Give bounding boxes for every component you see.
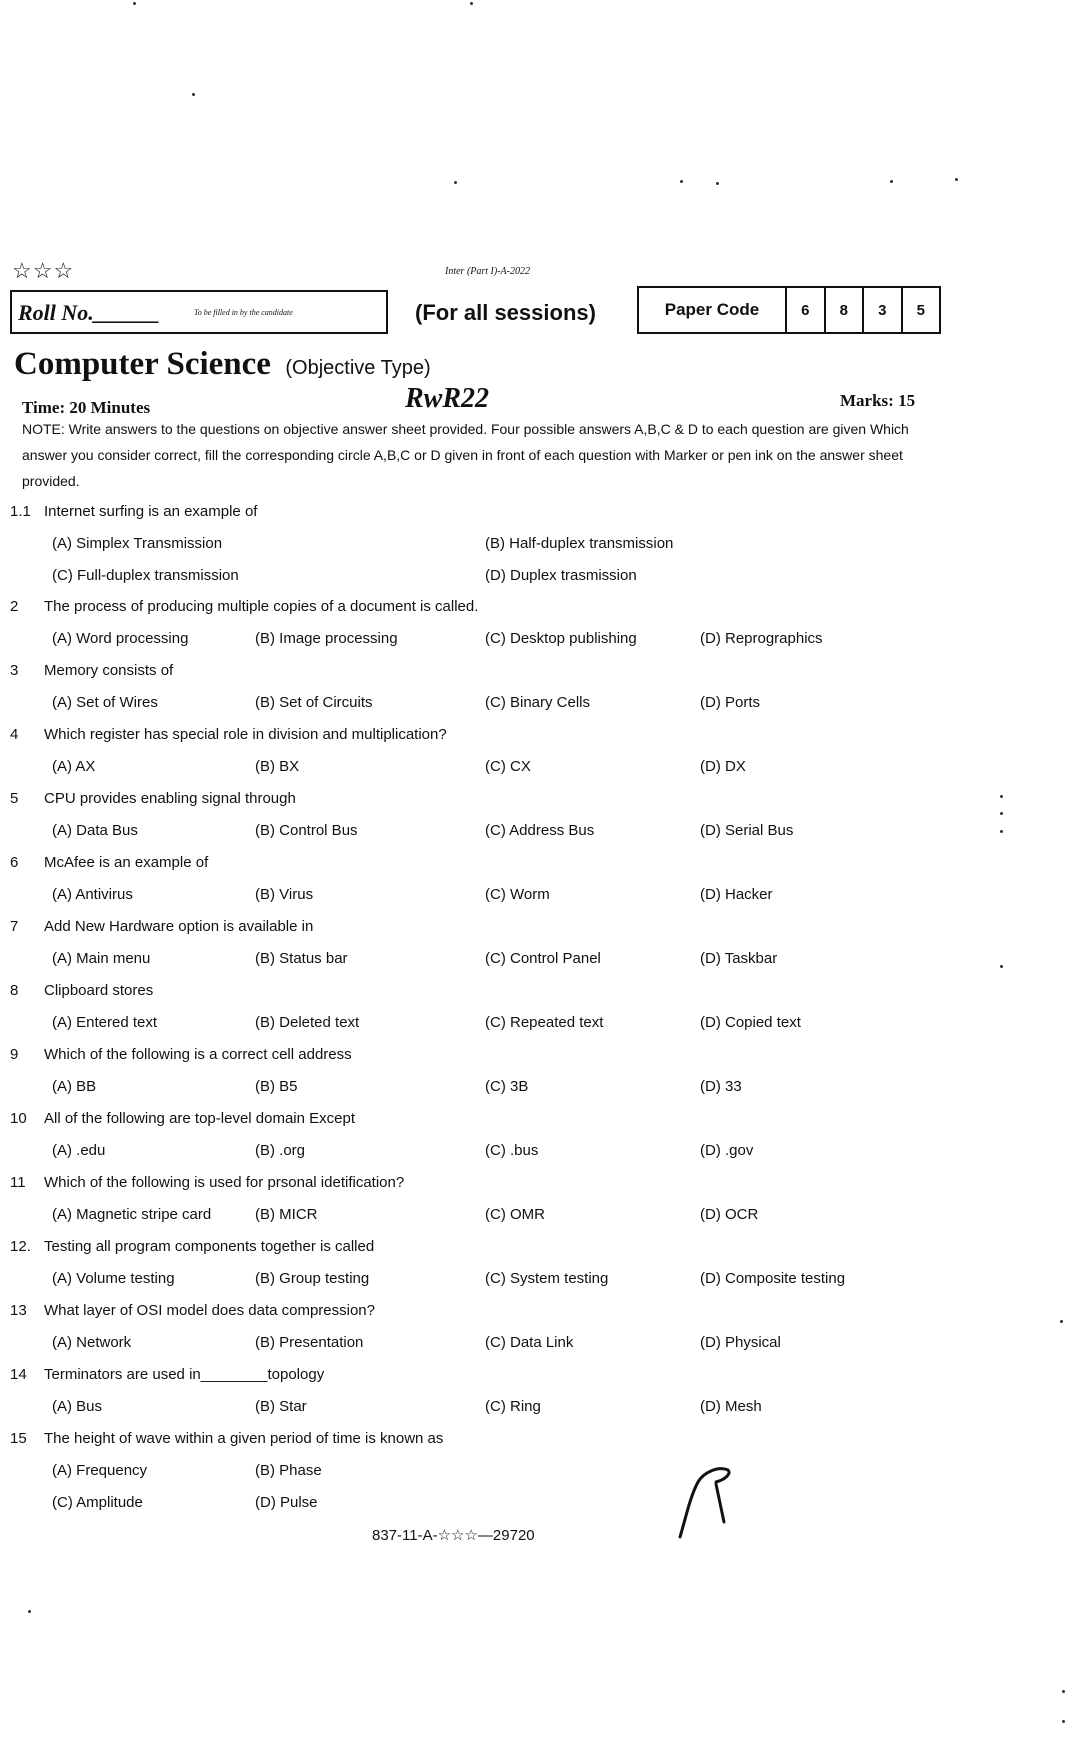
answer-option: (D) Physical: [700, 1334, 781, 1351]
answer-option: (B) Set of Circuits: [255, 694, 373, 711]
answer-option: (C) Desktop publishing: [485, 630, 637, 647]
answer-option: (A) Word processing: [52, 630, 189, 647]
answer-option: (C) Address Bus: [485, 822, 595, 839]
question-number: 10: [10, 1110, 27, 1127]
answer-option: (A) Frequency: [52, 1462, 148, 1479]
answer-option: (A) Simplex Transmission: [52, 535, 223, 552]
page-title-row: [14, 346, 431, 383]
question-number: 8: [10, 982, 19, 999]
answer-option: (B) Deleted text: [255, 1014, 360, 1031]
answer-option: (B) Half-duplex transmission: [485, 535, 674, 552]
instructions-note: NOTE: Write answers to the questions on objective answer sheet provided. Four possible answers A,B,C & D to each question are given Which answer you consider correct, fill the corresponding circle A,B,C or D given in front of each question with Marker or pen ink on the answer sheet provided.: [22, 421, 909, 489]
question-number: 15: [10, 1430, 27, 1447]
answer-option: (D) Duplex trasmission: [485, 567, 637, 584]
answer-option: (C) Repeated text: [485, 1014, 604, 1031]
answer-option: (D) .gov: [700, 1142, 754, 1159]
paper-code-digit: 8: [826, 288, 865, 332]
sessions-label: (For all sessions): [415, 300, 596, 325]
answer-option: (A) Magnetic stripe card: [52, 1206, 212, 1223]
answer-option: (D) Taskbar: [700, 950, 778, 967]
paper-code-label: Paper Code: [639, 288, 787, 332]
header-stars: ☆☆☆: [12, 258, 75, 283]
question-stem: Add New Hardware option is available in: [44, 918, 314, 935]
answer-option: (C) Data Link: [485, 1334, 574, 1351]
question-text: [10, 982, 153, 999]
scan-speck: [1062, 1690, 1065, 1693]
paper-code-box: [637, 286, 941, 334]
answer-option: (D) Copied text: [700, 1014, 801, 1031]
page-title: Computer Science: [14, 346, 271, 382]
scan-speck: [1062, 1720, 1065, 1723]
answer-option: (A) Antivirus: [52, 886, 133, 903]
answer-option: (B) B5: [255, 1078, 298, 1095]
signature-mark: [672, 1462, 742, 1542]
answer-option: (A) .edu: [52, 1142, 106, 1159]
question-number: 1.1: [10, 503, 31, 520]
answer-option: (A) Volume testing: [52, 1270, 175, 1287]
scan-speck: [470, 2, 473, 5]
scan-speck: [1000, 830, 1003, 833]
answer-option: (A) Data Bus: [52, 822, 138, 839]
question-stem: CPU provides enabling signal through: [44, 790, 296, 807]
scan-speck: [1000, 965, 1003, 968]
answer-option: (C) Amplitude: [52, 1494, 143, 1511]
scan-speck: [716, 182, 719, 185]
answer-option: (B) Image processing: [255, 630, 398, 647]
question-number: 7: [10, 918, 19, 935]
question-stem: The process of producing multiple copies of a document is called.: [44, 598, 479, 615]
question-text: [10, 854, 208, 871]
question-stem: Terminators are used in________topology: [44, 1366, 325, 1383]
question-number: 12.: [10, 1238, 31, 1255]
question-number: 6: [10, 854, 19, 871]
question-stem: McAfee is an example of: [44, 854, 209, 871]
answer-option: (B) Group testing: [255, 1270, 370, 1287]
handwritten-note: RwR22: [405, 383, 490, 414]
answer-option: (D) 33: [700, 1078, 742, 1095]
question-stem: Testing all program components together is called: [44, 1238, 375, 1255]
time-allowed: Time: 20 Minutes: [22, 398, 151, 417]
total-marks: Marks: 15: [840, 391, 916, 410]
question-stem: All of the following are top-level domain Except: [44, 1110, 356, 1127]
question-stem: The height of wave within a given period of time is known as: [44, 1430, 444, 1447]
answer-option: (D) OCR: [700, 1206, 759, 1223]
answer-option: (D) Mesh: [700, 1398, 762, 1415]
answer-option: (C) Ring: [485, 1398, 541, 1415]
question-text: [10, 1046, 352, 1063]
answer-option: (D) Composite testing: [700, 1270, 846, 1287]
scan-speck: [1000, 795, 1003, 798]
question-number: 2: [10, 598, 19, 615]
paper-code-digit: 3: [864, 288, 903, 332]
roll-number-box: [10, 290, 388, 334]
question-text: [10, 1174, 404, 1191]
answer-option: (A) Network: [52, 1334, 132, 1351]
question-text: [10, 1302, 375, 1319]
question-text: [10, 918, 313, 935]
answer-option: (B) MICR: [255, 1206, 318, 1223]
question-stem: Clipboard stores: [44, 982, 154, 999]
answer-option: (C) OMR: [485, 1206, 545, 1223]
answer-option: (B) Status bar: [255, 950, 348, 967]
scan-speck: [192, 93, 195, 96]
answer-option: (C) System testing: [485, 1270, 609, 1287]
answer-option: (D) Reprographics: [700, 630, 823, 647]
answer-option: (C) Worm: [485, 886, 550, 903]
question-text: [10, 1430, 443, 1447]
question-text: [10, 1110, 355, 1127]
question-number: 4: [10, 726, 19, 743]
scan-speck: [454, 181, 457, 184]
answer-option: (D) DX: [700, 758, 746, 775]
roll-number-label: Roll No.______: [18, 300, 160, 325]
question-text: [10, 1238, 374, 1255]
answer-option: (D) Pulse: [255, 1494, 318, 1511]
answer-option: (B) .org: [255, 1142, 306, 1159]
answer-option: (A) AX: [52, 758, 96, 775]
answer-option: (B) Presentation: [255, 1334, 364, 1351]
scan-speck: [1000, 812, 1003, 815]
scan-speck: [1060, 1320, 1063, 1323]
answer-option: (D) Serial Bus: [700, 822, 794, 839]
scan-speck: [133, 2, 136, 5]
answer-option: (B) Phase: [255, 1462, 322, 1479]
answer-option: (C) 3B: [485, 1078, 529, 1095]
scan-speck: [28, 1610, 31, 1613]
question-text: [10, 790, 296, 807]
answer-option: (C) CX: [485, 758, 531, 775]
answer-option: (A) Set of Wires: [52, 694, 158, 711]
answer-option: (A) Main menu: [52, 950, 151, 967]
paper-code-digit: 6: [787, 288, 826, 332]
question-stem: Internet surfing is an example of: [44, 503, 258, 520]
answer-option: (C) Control Panel: [485, 950, 601, 967]
paper-series-code: Inter (Part I)-A-2022: [445, 266, 530, 277]
question-number: 13: [10, 1302, 27, 1319]
page-subtitle: (Objective Type): [285, 357, 431, 379]
paper-code-digit: 5: [916, 301, 925, 319]
answer-option: (A) BB: [52, 1078, 97, 1095]
page-footer-code: 837-11-A-☆☆☆—29720: [372, 1527, 535, 1544]
question-number: 3: [10, 662, 19, 679]
answer-option: (C) Full-duplex transmission: [52, 567, 239, 584]
answer-option: (B) BX: [255, 758, 300, 775]
question-stem: Which of the following is used for prsonal idetification?: [44, 1174, 405, 1191]
answer-option: (B) Star: [255, 1398, 307, 1415]
answer-option: (D) Ports: [700, 694, 760, 711]
question-text: [10, 1366, 324, 1383]
question-text: [10, 598, 478, 615]
question-number: 9: [10, 1046, 19, 1063]
answer-option: (A) Entered text: [52, 1014, 158, 1031]
question-stem: Which register has special role in division and multiplication?: [44, 726, 447, 743]
roll-number-note: To be filled in by the candidate: [194, 308, 293, 317]
scan-speck: [955, 178, 958, 181]
scan-speck: [890, 180, 893, 183]
question-text: [10, 503, 257, 520]
question-stem: Memory consists of: [44, 662, 174, 679]
answer-option: (C) .bus: [485, 1142, 539, 1159]
scan-speck: [680, 180, 683, 183]
question-text: [10, 726, 447, 743]
answer-option: (B) Control Bus: [255, 822, 358, 839]
answer-option: (C) Binary Cells: [485, 694, 591, 711]
question-stem: What layer of OSI model does data compression?: [44, 1302, 375, 1319]
question-number: 14: [10, 1366, 27, 1383]
answer-option: (D) Hacker: [700, 886, 773, 903]
answer-option: (B) Virus: [255, 886, 314, 903]
question-stem: Which of the following is a correct cell address: [44, 1046, 352, 1063]
question-number: 5: [10, 790, 19, 807]
answer-option: (A) Bus: [52, 1398, 103, 1415]
question-number: 11: [10, 1174, 26, 1191]
question-text: [10, 662, 173, 679]
